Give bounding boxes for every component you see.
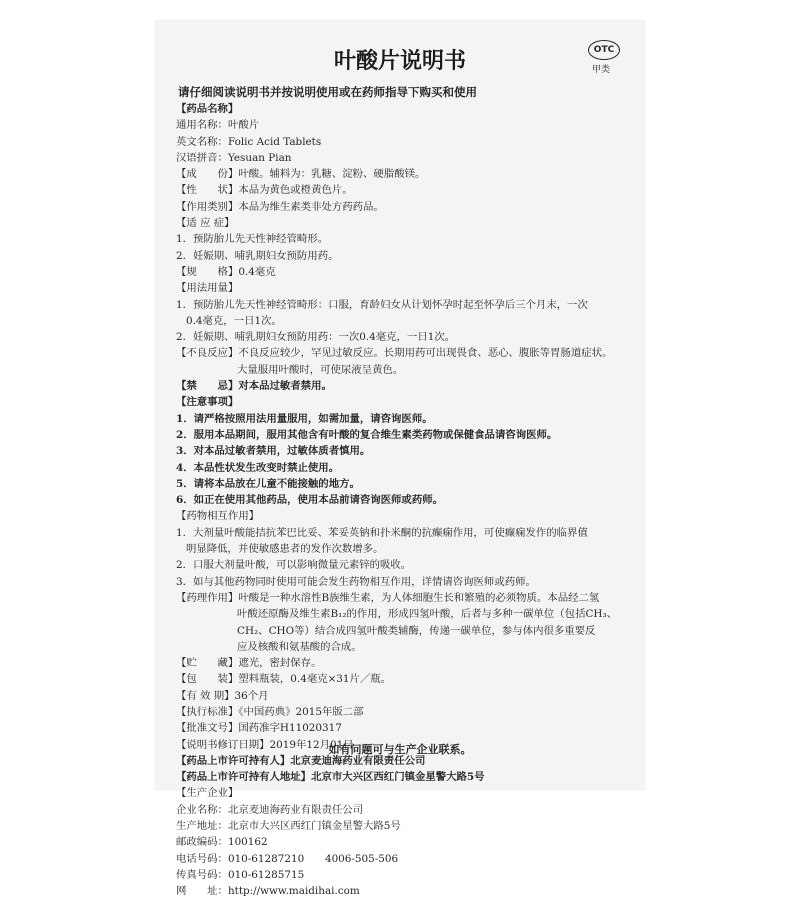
- leaflet-line: 2．服用本品期间，服用其他含有叶酸的复合维生素类药物或保健食品请咨询医师。: [176, 428, 558, 441]
- leaflet-line: 5．请将本品放在儿童不能接触的地方。: [176, 477, 360, 490]
- leaflet-line: 1．大剂量叶酸能拮抗苯巴比妥、苯妥英钠和扑米酮的抗癫痫作用，可使癫痫发作的临界值: [176, 526, 588, 539]
- leaflet-line: 【贮 藏】遮光，密封保存。: [176, 657, 322, 670]
- leaflet-line: 【注意事项】: [176, 396, 239, 409]
- leaflet-line: 2．妊娠期、哺乳期妇女预防用药：一次0.4毫克，一日1次。: [176, 331, 456, 344]
- leaflet-line: 【药品上市许可持有人地址】北京市大兴区西红门镇金星警大路5号: [176, 771, 485, 784]
- leaflet-line: 【规 格】0.4毫克: [176, 265, 276, 278]
- leaflet-line: 汉语拼音：Yesuan Pian: [176, 151, 292, 164]
- leaflet-line: 【不良反应】不良反应较少，罕见过敏反应。长期用药可出现畏食、恶心、腹胀等胃肠道症状。: [176, 347, 613, 360]
- leaflet-line: 大量服用叶酸时，可使尿液呈黄色。: [237, 363, 404, 376]
- leaflet-line: 传真号码：010-61285715: [176, 868, 305, 881]
- leaflet-line: 6．如正在使用其他药品，使用本品前请咨询医师或药师。: [176, 494, 443, 507]
- leaflet-body: [176, 101, 628, 900]
- leaflet-line: 【说明书修订日期】2019年12月01日: [176, 738, 354, 751]
- leaflet-line: 应及核酸和氨基酸的合成。: [237, 640, 362, 653]
- footer-note: 如有问题可与生产企业联系。: [328, 743, 472, 756]
- otc-class-label: 甲类: [592, 65, 611, 75]
- leaflet-line: 叶酸还原酶及维生素B₁₂的作用，形成四氢叶酸，后者与多种一碳单位（包括CH₃、: [237, 608, 618, 621]
- leaflet-line: 【用法用量】: [176, 282, 239, 295]
- leaflet-line: 【执行标准】《中国药典》2015年版二部: [176, 705, 364, 718]
- leaflet-line: 【药理作用】叶酸是一种水溶性B族维生素，为人体细胞生长和繁殖的必须物质。本品经二氢: [176, 591, 600, 604]
- leaflet-line: 【包 装】塑料瓶装，0.4毫克×31片／瓶。: [176, 673, 392, 686]
- leaflet-line: 明显降低，并使敏感患者的发作次数增多。: [186, 543, 384, 556]
- leaflet-line: 通用名称：叶酸片: [176, 119, 260, 132]
- leaflet-line: 【生产企业】: [176, 787, 239, 800]
- leaflet-line: 0.4毫克，一日1次。: [186, 314, 282, 327]
- leaflet-line: 【药品名称】: [176, 103, 239, 115]
- leaflet-line: 英文名称：Folic Acid Tablets: [176, 135, 322, 148]
- leaflet-line: 1．预防胎儿先天性神经管畸形。: [176, 233, 329, 246]
- leaflet-line: CH₂、CHO等）结合成四氢叶酸类辅酶，传递一碳单位，参与体内很多重要反: [237, 624, 596, 637]
- leaflet-line: 【药物相互作用】: [176, 510, 260, 523]
- otc-badge: OTC: [588, 40, 620, 60]
- leaflet-line: 企业名称：北京麦迪海药业有限责任公司: [176, 803, 364, 816]
- leaflet-line: 网 址：http://www.maidihai.com: [176, 885, 360, 898]
- leaflet-line: 【成 份】叶酸。辅料为：乳糖、淀粉、硬脂酸镁。: [176, 168, 426, 181]
- leaflet-line: 2．妊娠期、哺乳期妇女预防用药。: [176, 249, 339, 262]
- leaflet-line: 【作用类别】本品为维生素类非处方药药品。: [176, 200, 384, 213]
- page-subtitle: 请仔细阅读说明书并按说明使用或在药师指导下购买和使用: [178, 85, 477, 99]
- leaflet-line: 生产地址：北京市大兴区西红门镇金星警大路5号: [176, 820, 401, 833]
- leaflet-line: 1．请严格按照用法用量服用，如需加量，请咨询医师。: [176, 412, 433, 425]
- leaflet-line: 【批准文号】国药准字H11020317: [176, 722, 342, 735]
- leaflet-line: 3．如与其他药物同时使用可能会发生药物相互作用，详情请咨询医师或药师。: [176, 575, 536, 588]
- page-title: 叶酸片说明书: [333, 49, 466, 74]
- leaflet-line: 电话号码：010-61287210 4006-505-506: [176, 852, 399, 865]
- leaflet-line: 邮政编码：100162: [176, 836, 268, 849]
- leaflet-line: 2．口服大剂量叶酸，可以影响微量元素锌的吸收。: [176, 559, 412, 572]
- leaflet-line: 【禁 忌】对本品过敏者禁用。: [176, 380, 332, 393]
- leaflet-line: 1．预防胎儿先天性神经管畸形：口服，育龄妇女从计划怀孕时起至怀孕后三个月末，一次: [176, 298, 588, 311]
- leaflet-line: 【有 效 期】36个月: [176, 689, 269, 702]
- leaflet-line: 【适 应 症】: [176, 217, 235, 230]
- leaflet-line: 【性 状】本品为黄色或橙黄色片。: [176, 184, 353, 197]
- leaflet-line: 3．对本品过敏者禁用，过敏体质者慎用。: [176, 445, 371, 458]
- leaflet-line: 4．本品性状发生改变时禁止使用。: [176, 461, 340, 474]
- leaflet-line: 【药品上市许可持有人】北京麦迪海药业有限责任公司: [176, 754, 426, 767]
